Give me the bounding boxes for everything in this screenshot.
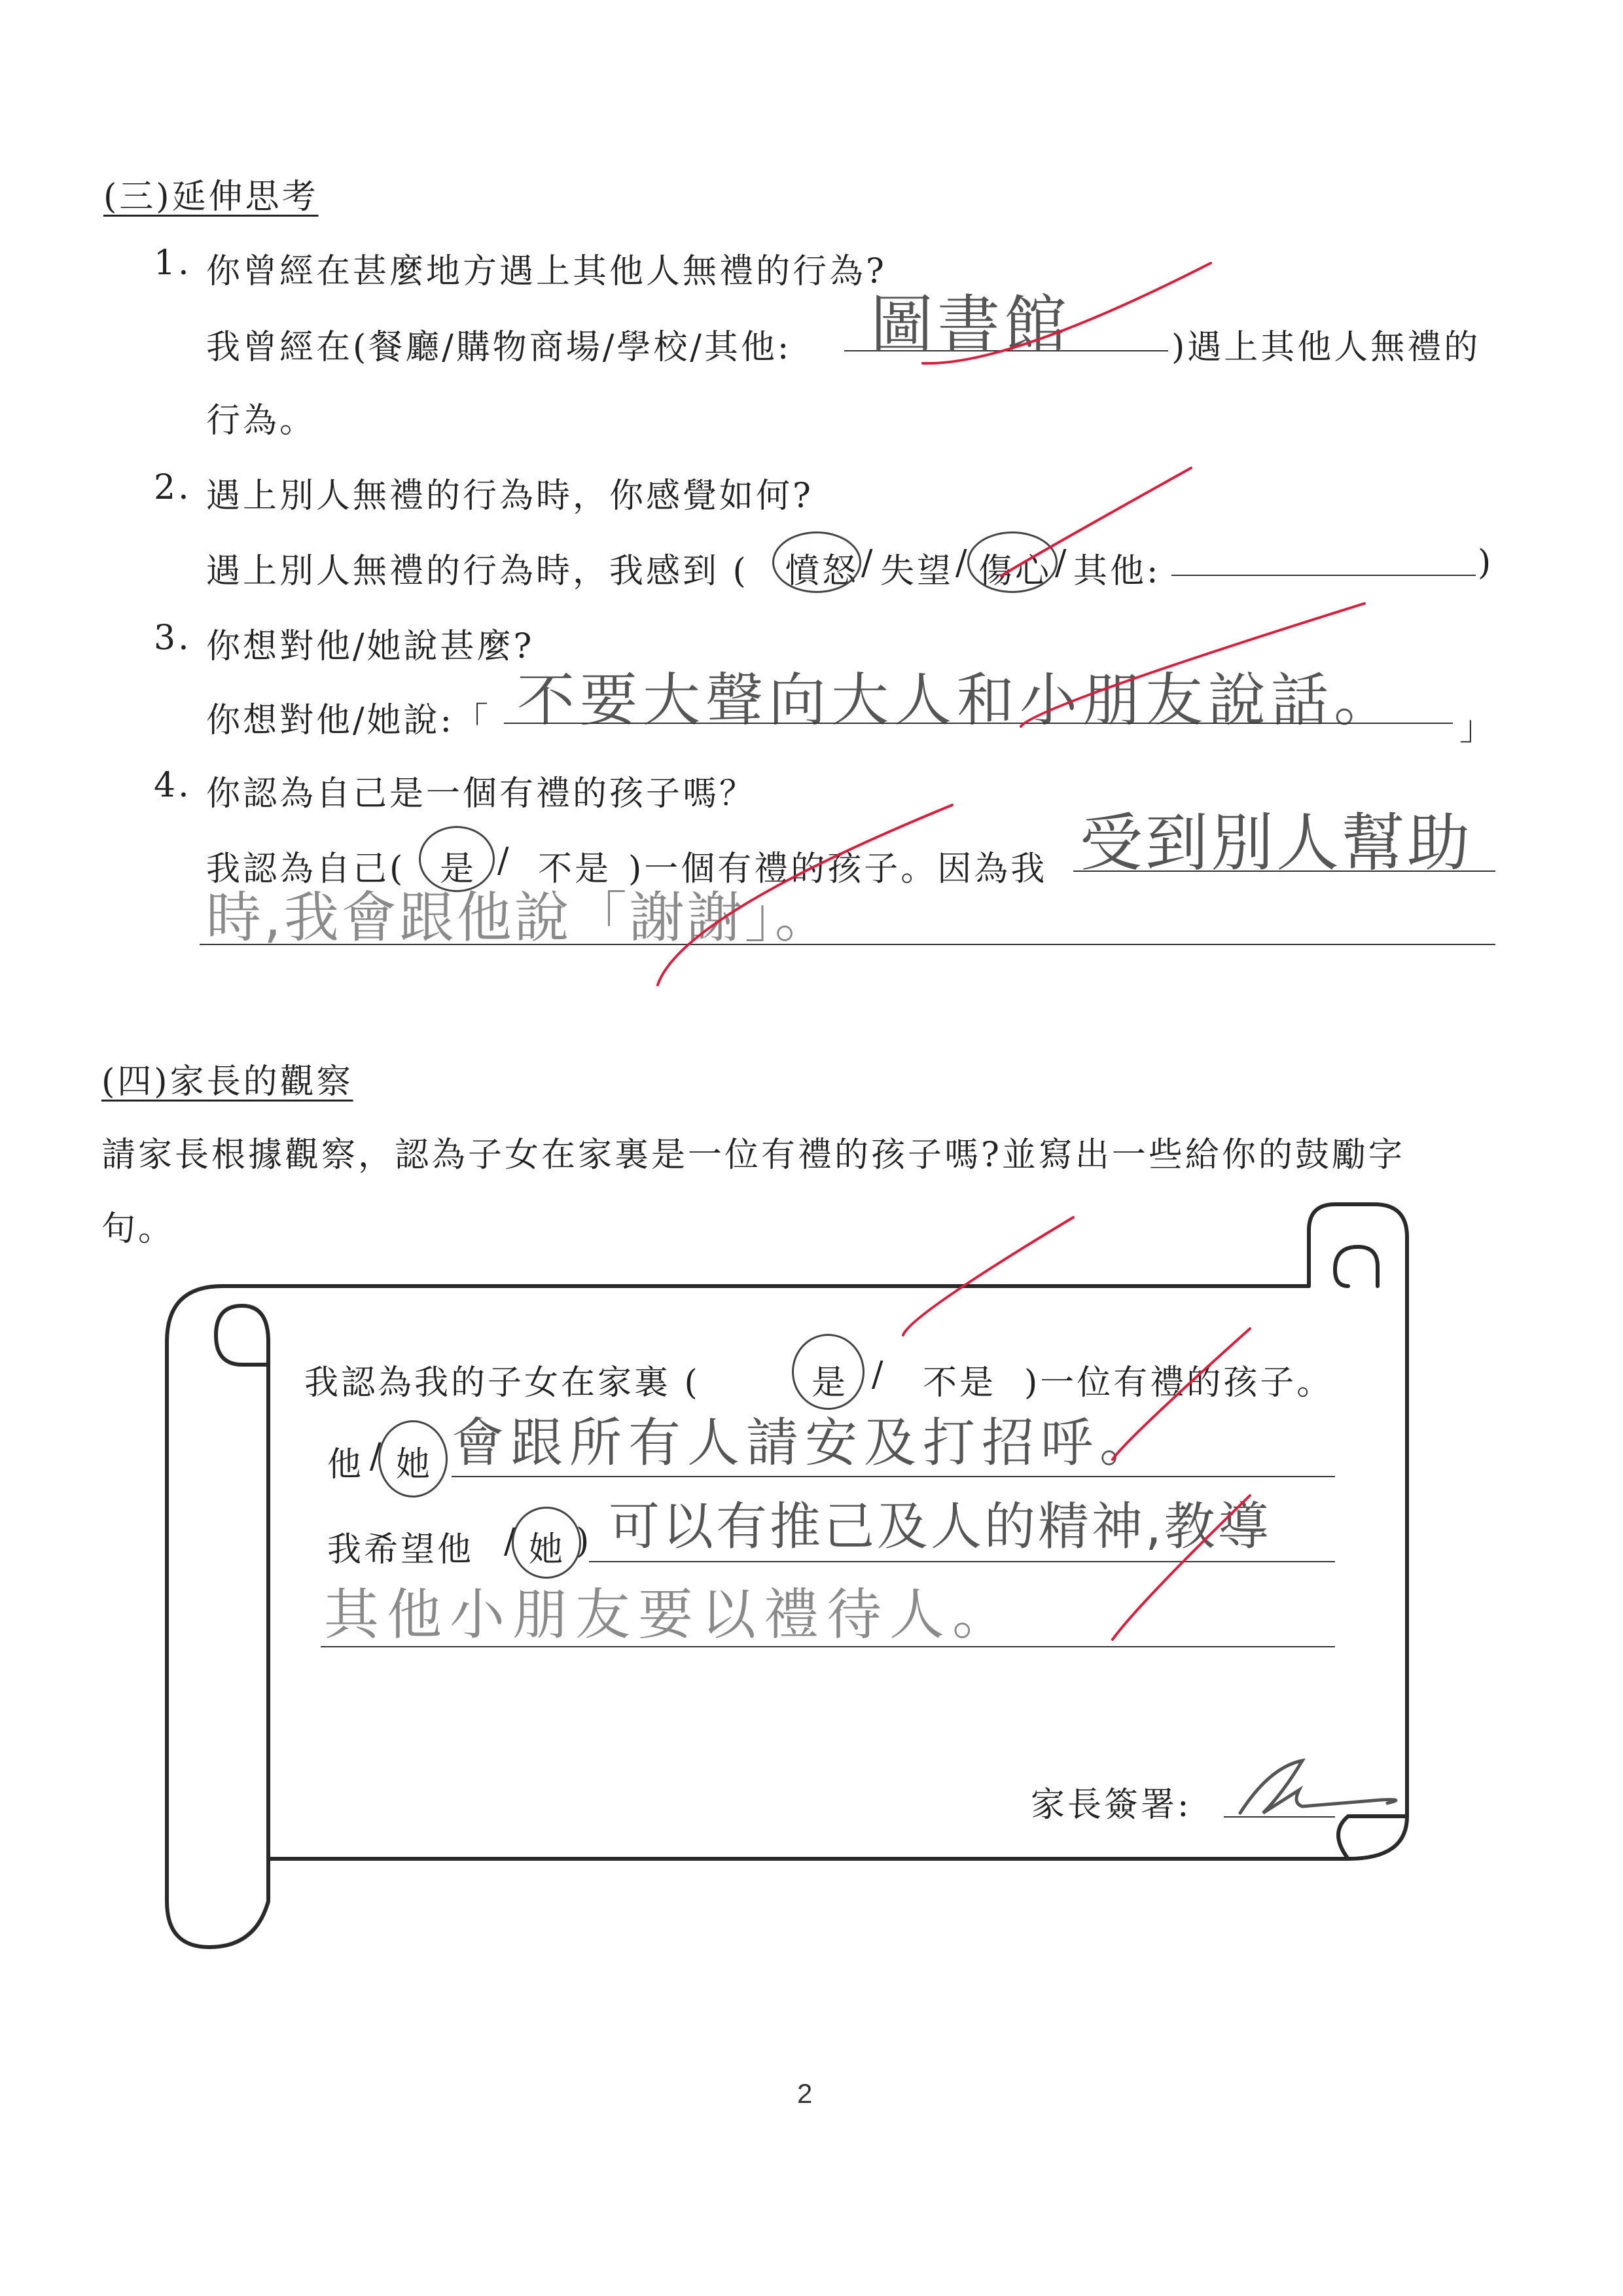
q3-handwritten-answer: 不要大聲向大人和小朋友說話。 — [517, 666, 1397, 734]
q4-answer-prefix: 我認為自己( — [206, 850, 406, 889]
scroll-no: 不是 — [923, 1363, 997, 1403]
q4-slash: / — [497, 841, 512, 880]
q4-answer-mid: )一個有禮的孩子。因為我 — [628, 850, 1048, 889]
section-4-instruction-line2: 句。 — [101, 1210, 175, 1249]
scroll-hope-prefix: 我希望他 — [327, 1530, 474, 1570]
section-3-title: (三)延伸思考 — [103, 177, 319, 217]
q1-question: 你曾經在甚麼地方遇上其他人無禮的行為? — [206, 252, 887, 291]
q1-handwritten-answer: 圖書館 — [870, 288, 1071, 361]
q4-no: 不是 — [538, 850, 612, 889]
q2-number: 2. — [154, 468, 192, 507]
scroll-she-circle — [378, 1420, 448, 1498]
scroll-slash3: / — [504, 1522, 518, 1561]
scroll-he-line — [452, 1476, 1335, 1477]
q2-question: 遇上別人無禮的行為時，你感覺如何? — [206, 476, 813, 516]
q2-answer-prefix: 遇上別人無禮的行為時，我感到 ( — [206, 552, 749, 591]
q1-answer-suffix: )遇上其他人無禮的 — [1171, 328, 1481, 367]
scroll-line1-prefix: 我認為我的子女在家裏 ( — [304, 1363, 700, 1403]
q2-option-other: 其他: — [1073, 552, 1161, 591]
parent-signature-label: 家長簽署: — [1031, 1785, 1192, 1825]
q2-option-disappointed: 失望 — [880, 552, 954, 591]
q3-question: 你想對他/她說甚麼? — [206, 627, 535, 666]
scroll-handwritten-hope1: 可以有推己及人的精神,教導 — [609, 1498, 1272, 1556]
signature-line — [1224, 1816, 1335, 1818]
scroll-line1-suffix: )一位有禮的孩子。 — [1024, 1363, 1334, 1403]
q3-answer-suffix: 」 — [1459, 709, 1497, 748]
scroll-handwritten-he: 會跟所有人請安及打招呼。 — [452, 1412, 1158, 1473]
section-4-instruction-line1: 請家長根據觀察，認為子女在家裏是一位有禮的孩子嗎?並寫出一些給你的鼓勵字 — [101, 1136, 1405, 1175]
q2-sep3: / — [1055, 543, 1069, 583]
q1-number: 1. — [154, 243, 192, 283]
scroll-hope-she-circle — [512, 1507, 581, 1579]
q4-yes: 是 — [440, 850, 477, 889]
scroll-slash: / — [872, 1355, 886, 1394]
q4-handwritten-line1: 受到別人幫助 — [1080, 806, 1472, 880]
q2-option-anger: 憤怒 — [785, 552, 859, 591]
q1-answer-line2: 行為。 — [206, 401, 317, 440]
q3-number: 3. — [154, 619, 192, 658]
page-number: 2 — [797, 2078, 813, 2109]
q2-option-sad: 傷心 — [978, 552, 1052, 591]
scroll-he: 他 — [327, 1445, 365, 1484]
scroll-hope-she: 她 — [529, 1530, 566, 1570]
q2-answer-suffix: ) — [1478, 543, 1494, 583]
scroll-slash2: / — [370, 1437, 384, 1476]
q2-sep1: / — [861, 543, 876, 583]
scroll-yes: 是 — [812, 1363, 849, 1403]
q4-number: 4. — [154, 766, 192, 805]
scroll-she: 她 — [396, 1445, 433, 1484]
scroll-handwritten-hope2: 其他小朋友要以禮待人。 — [324, 1583, 1016, 1647]
q1-answer-prefix: 我曾經在(餐廳/購物商場/學校/其他: — [206, 328, 792, 367]
scroll-hope-line1 — [589, 1561, 1335, 1562]
q4-handwritten-line2: 時,我會跟他說「謝謝」。 — [206, 886, 832, 950]
scroll-hope-suffix: ) — [576, 1522, 592, 1561]
q4-question: 你認為自己是一個有禮的孩子嗎？ — [206, 774, 757, 814]
section-4-title: (四)家長的觀察 — [101, 1062, 353, 1102]
scroll-hope-line2 — [321, 1646, 1335, 1647]
scroll-yes-circle — [792, 1334, 865, 1410]
q3-answer-prefix: 你想對他/她說:「 — [206, 701, 491, 740]
q2-sep2: / — [955, 543, 970, 583]
